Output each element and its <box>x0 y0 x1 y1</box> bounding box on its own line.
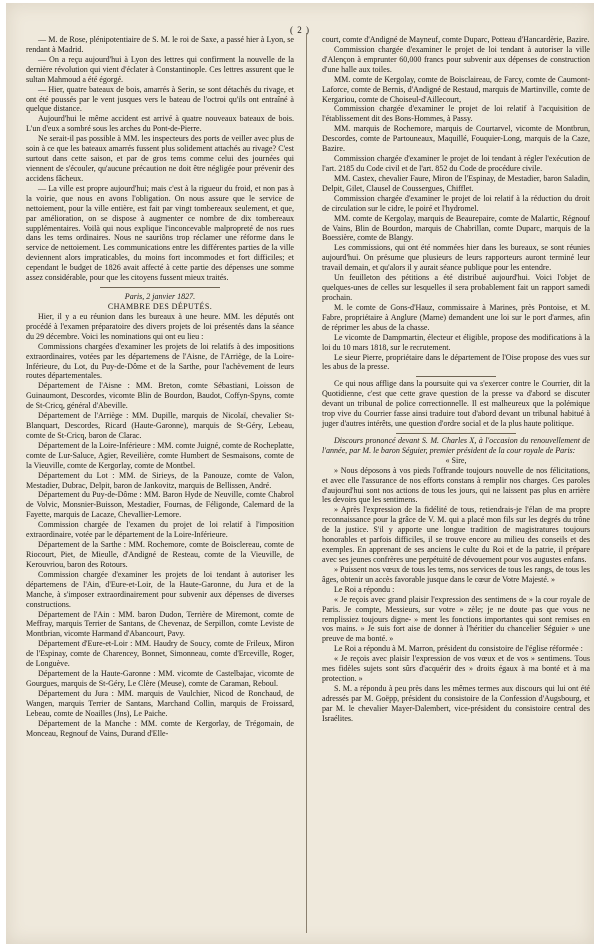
department-entry: Département du Lot : MM. de Sirieys, de la Panouze, comte de Valon, Mestadier, Dubrac, Delpit, baron de Jankovitz, marquis de Bellissen, André. <box>26 470 294 490</box>
news-item: — Hier, quatre bateaux de bois, amarrés à Serin, se sont détachés du rivage, et ont été poussés par le vent jusques vers le bateau de l'octroi qu'ils ont entraîné à quelque distance. <box>26 84 294 114</box>
members-list: MM. Castex, chevalier Faure, Miron de l'Espinay, de Mestadier, baron Saladin, Delpit, Gilet, Clausel de Coussergues, Chifflet. <box>322 173 590 193</box>
body-paragraph: Les commissions, qui ont été nommées hier dans les bureaux, se sont réunies aujourd'hui. On présume que plusieurs de leurs rapporteurs auront terminé leur travail demain, et qu'alors il y aurait séance publique pour les entendre. <box>322 243 590 273</box>
discours-heading: Discours prononcé devant S. M. Charles X, à l'occasion du renouvellement de l'année, par M. le baron Séguier, premier président de la cour royale de Paris: <box>322 435 590 455</box>
speech-paragraph: » Après l'expression de la fidélité de tous, retiendrais-je l'élan de ma propre reconnaissance pour la grâce de V. M. qui a placé mon fils sur les degrés du trône de la justice. S'il y apporte une longue tradition de magistratures toujours honorables et parfois difficiles, il se trouve encore au milieu des conseils et des exemples. En apprenant de ses anciens le culte du Roi et de la patrie, il prépare avec ses jeunes confrères une perpétuité de dévouement pour vos augustes enfans. <box>322 505 590 565</box>
section-separator <box>100 287 220 288</box>
speech-paragraph: » Puissent nos vœux de tous les tems, nos services de tous les rangs, de tous les âges, obtenir un accès favorable jusque dans le cœur de Votre Majesté. » <box>322 564 590 584</box>
commission-heading: Commission chargée d'examiner le projet de loi relatif à la réduction du droit de circulation sur le cidre, le poiré et l'hydromel. <box>322 193 590 213</box>
department-entry: Département de la Sarthe : MM. Rochemore, comte de Boisclereau, comte de Riocourt, Piet, de Mieulle, d'Andigné de Resteau, comte de la Vieuville, de Kerouvriou, baron des Rotours. <box>26 540 294 569</box>
royal-reply: « Je reçois avec grand plaisir l'expression des sentimens de » la cour royale de Paris. Je compte, Messieurs, sur votre » zèle; je ne doute pas que vous ne remplissiez toujours digne- » ment les fonctions importantes qui sont remises en vos mains. » Je suis fort aise de donner à l'héritier du chancelier Séguier » une preuve de ma bonté. » <box>322 594 590 644</box>
dateline: Paris, 2 janvier 1827. <box>124 292 196 302</box>
members-list: MM. comte de Kergolay, comte de Boisclaireau, de Farcy, comte de Caumont-Laforce, comte de Bernis, d'Andigné de Restaud, marquis de Martinville, comte de Kergariou, comte de Choiseul-d'Aillecourt, <box>322 74 590 104</box>
news-item: Ne serait-il pas possible à MM. les inspecteurs des ports de veiller avec plus de soin à ce que les bateaux amarrés fussent plus solidement attachés au rivage? C'est surtout dans cette saison, et par de gros tems comme celui des journées qui viennent de s'écouler, qu'aucune précaution ne doit être négligée pour prévenir des accidens fâcheux. <box>26 134 294 183</box>
closing-paragraph: S. M. a répondu à peu près dans les mêmes termes aux discours qui lui ont été adressés par M. Goëpp, président du consistoire de la Confession d'Augsbourg, et par M. le chevalier Mayer-Dalembert, vice-président du consistoire central des Israélites. <box>322 684 590 723</box>
reply-heading: Le Roi a répondu à M. Marron, président du consistoire de l'église réformée : <box>334 644 583 654</box>
commission-heading: Commissions chargées d'examiner les projets de loi relatifs à des impositions extraordinaires, votées par les départemens de l'Aisne, de l'Arriège, de la Loire-Inférieure, du Lot, du Puy-de-Dôme et de la Sarthe, pour l'achèvement de leurs routes départementales. <box>26 341 294 381</box>
news-item: — La ville est propre aujourd'hui; mais c'est à la rigueur du froid, et non pas à la voirie, que nous en avons l'obligation. On nous assure que le service de nettoiement, pour la ville entière, est fait par vingt tombereaux seulement, et que, par amélioration, on se dispose à augmenter ce nombre de dix tombereaux supplémentaires. Voilà qui nous explique l'inconcevable malpropreté de nos rues dans les tems ordinaires. Nous ne sauriôns trop réclamer une réforme dans le service de nettoiement. Les communications entre les différentes parties de la ville deviennent alors impraticables, du moins fort incommodes et fort difficiles; et cependant le budget de 1826 avait affecté à cette partie des dépenses une somme assez considérable, pour que les citoyens fussent mieux traités. <box>26 183 294 283</box>
salutation: « Sire, <box>445 455 467 465</box>
department-entry: Département de la Haute-Garonne : MM. vicomte de Castelbajac, vicomte de Gourgues, marquis de St-Géry, Le Clère (Meuse), comte de Caraman, Reboul. <box>26 669 294 688</box>
reply-heading: Le Roi a répondu : <box>334 584 395 594</box>
members-list: MM. marquis de Rochemore, marquis de Courtarvel, vicomte de Montbrun, Descordes, comte de Partouneaux, Maquillé, Fouquier-Long, marquis de la Caze, Bazire. <box>322 124 590 154</box>
department-entry: Département du Jura : MM. marquis de Vaulchier, Nicod de Ronchaud, de Wangen, marquis Terrier de Santans, Marchand Collin, marquis de Froissard, Lebeau, comte de Noailles (Jns), Le Paiche. <box>26 688 294 718</box>
body-paragraph: Hier, il y a eu réunion dans les bureaux à une heure. MM. les députés ont procédé à l'examen préparatoire des divers projets de loi présentés dans la séance du 29 décembre. Voici les nominations qui ont eu lieu : <box>26 311 294 341</box>
commission-heading: Commission chargée d'examiner le projet de loi tendant à régler l'exécution de l'art. 2185 du Code civil et de l'art. 852 du Code de procédure civile. <box>322 154 590 173</box>
right-column <box>322 35 590 724</box>
department-entry: Département de l'Ain : MM. baron Dudon, Terrière de Miremont, comte de Meffray, marquis Terrier de Santans, de Chevenaz, de Serpillon, comte Leviste de Montbrian, vicomte Harmand d'Abancourt, Pavy. <box>26 609 294 639</box>
petition-item: Le vicomte de Dampmartin, électeur et éligible, propose des modifications à la loi du 10 mars 1818, sur le recrutement. <box>322 332 590 352</box>
commission-heading: Commission chargée d'examiner les projets de loi tendant à autoriser les départemens de l'Ain, d'Eure-et-Loir, de la Haute-Garonne, du Jura et de la Manche, à s'imposer extraordinairement pour subvenir aux dépenses de diverses constructions. <box>26 569 294 609</box>
commission-heading: Commission chargée de l'examen du projet de loi relatif à l'imposition extraordinaire, votée par le département de la Loire-Inférieure. <box>26 520 294 540</box>
news-item: — M. de Rose, plénipotentiaire de S. M. le roi de Saxe, a passé hier à Lyon, se rendant à Madrid. <box>26 35 294 54</box>
department-entry: Département de la Loire-Inférieure : MM. comte Juigné, comte de Rocheplatte, comte de Lur-Saluce, Agier, Reveilière, comte Humbert de Sesmaisons, comte de la Vieuville, comte de Kergorlay, comte de Montbel. <box>26 440 294 470</box>
commission-heading: Commission chargée d'examiner le projet de loi relatif à l'acquisition de l'établissement dit des Bons-Hommes, à Passy. <box>322 104 590 124</box>
body-paragraph: Un feuilleton des pétitions a été distribué aujourd'hui. Voici l'objet de quelques-unes de celles sur lesquelles il sera probablement fait un rapport samedi prochain. <box>322 273 590 302</box>
press-paragraph: Ce qui nous afflige dans la poursuite qui va s'exercer contre le Courrier, dit la Quotidienne, c'est que cette grave question de la presse va d'abord se discuter devant un tribunal de police correctionnelle. Il est malheureux que la polémique trop vive du Courrier fasse ainsi traduire tout d'abord devant un tribunal habitué à juger d'autres intérêts, une question d'ordre social et de la plus haute politique. <box>322 379 590 429</box>
members-list: MM. comte de Kergolay, marquis de Beaurepaire, comte de Malartic, Régnouf de Vains, Blin de Bourdon, marquis de Chabrillan, comte Duparc, marquis de la Boessière, comte de Blangy. <box>322 213 590 243</box>
news-item: — On a reçu aujourd'hui à Lyon des lettres qui confirment la nouvelle de la dernière révolution qui vient d'éclater à Constantinople. Ces lettres assurent que le sultan Mahmoud a été égorgé. <box>26 54 294 84</box>
royal-reply: « Je reçois avec plaisir l'expression de vos vœux et de vos » sentimens. Tous mes fidèles sujets sont sûrs d'acquérir des » droits égaux à ma bonté et à ma protection. » <box>322 654 590 684</box>
continued-text: court, comte d'Andigné de Mayneuf, comte Duparc, Potteau d'Hancardèrie, Bazire. <box>322 35 590 44</box>
petition-item: M. le comte de Gons-d'Hauz, commissaire à Marines, près Pontoise, et M. Fabre, propriétaire à Anglure (Marne) demandent une loi sur le port d'armes, afin de réprimer les abus de la chasse. <box>322 302 590 332</box>
section-separator <box>396 433 516 434</box>
speech-paragraph: » Nous déposons à vos pieds l'offrande toujours nouvelle de nos félicitations, et avec elle l'assurance de nos efforts constans à remplir nos charges. Ces paroles d'aujourd'hui sont nos actions de tous les jours, qui ne laissent pas plus en arrière les devoirs que les sentimens. <box>322 465 590 505</box>
petition-item: Le sieur Pierre, propriétaire dans le département de l'Oise propose des vues sur les abus de la presse. <box>322 352 590 372</box>
news-item: Aujourd'hui le même accident est arrivé à quatre nouveaux bateaux de bois. L'un d'eux a sombré sous les arches du Pont-de-Pierre. <box>26 114 294 134</box>
column-rule <box>306 33 307 933</box>
left-column <box>26 35 294 739</box>
newspaper-page <box>6 3 594 944</box>
section-heading: CHAMBRE DES DÉPUTÉS. <box>107 301 213 311</box>
department-entry: Département du Puy-de-Dôme : MM. Baron Hyde de Neuville, comte Chabrol de Volvic, Monsnier-Buisson, Mestadier, Fournas, de Féligonde, Calemard de la Fayette, marquis de Lacaze, Chevallier-Lemore. <box>26 490 294 520</box>
department-entry: Département de l'Aisne : MM. Breton, comte Sébastiani, Loisson de Guinaumont, Descordes, vicomte Blin de Bourdon, Baudot, Coffyn-Spyns, comte de St-Cricq, général d'Abeville. <box>26 381 294 411</box>
commission-heading: Commission chargée d'examiner le projet de loi tendant à autoriser la ville d'Alençon à emprunter 60,000 francs pour subvenir aux dépenses de construction d'une halle aux toiles. <box>322 44 590 74</box>
department-entry: Département de l'Arriège : MM. Dupille, marquis de Nicolaï, chevalier St-Blanquart, Descordes, Ricard (Haute-Garonne), marquis de St-Géry, Lebeau, comte de St-Cricq, baron de Clarac. <box>26 411 294 440</box>
section-separator <box>416 376 496 377</box>
department-entry: Département de la Manche : MM. comte de Kergorlay, de Trégomain, de Monceau, Regnouf de Vains, Durand d'Elle- <box>26 718 294 738</box>
department-entry: Département d'Eure-et-Loir : MM. Haudry de Soucy, comte de Frileux, Miron de l'Espinay, comte de Charencey, Bonnet, Simonneau, comte d'Erceville, Roger, de Longuève. <box>26 639 294 669</box>
page-number: ( 2 ) <box>290 25 310 35</box>
